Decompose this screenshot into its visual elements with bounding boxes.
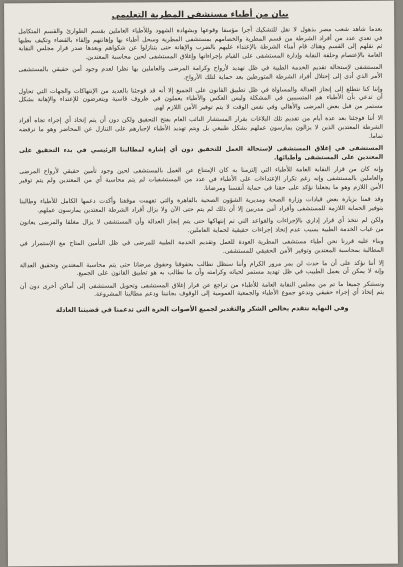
paragraph-3: وإننا كنا نتطلع إلى إنجاز العدالة والمساواة في ظل تطبيق القانون على الجميع إلا أنه قد فوجئنا بالعديد من الإنتهاكات والجهات التي تحاول أن تدعي بأن الأطباء هم المتسببين في المشكلة وليس العكس والأطباء يعملون في ظروف قاسية ويتعرضون للإعتداء والإهانة بشكل مستمر من قبل بعض المرضى والأهالي وفي نفس الوقت لا يتم توفير الأمن اللازم لهم. xyxy=(18,85,383,112)
closing-line: وفي النهاية نتقدم بخالص الشكر والتقدير لجميع الأصوات الحرة التي تدعمنا في قضيتنا العادلة xyxy=(55,304,349,315)
paragraph-7: وقد قمنا بزيارة بعض قيادات وزارة الصحة ومديرية الشؤون الصحية بالقاهرة والتي تفهمت موقفنا وأكدت دعمها الكامل للأطباء وطالبنا بتوفير الحماية اللازمة للمستشفى وأفراد أمن مدربين إلا أن ذلك لم يتم حتى الآن ولا يزال أفراد الشرطة المعتدين يمارسون عملهم. xyxy=(19,195,384,214)
document-title: بيان من أطباء مستشفى المطرية التعليمي xyxy=(111,9,289,21)
paragraph-10: إلا أننا نؤكد على أن ما حدث لن يمر مرور الكرام وأننا سنظل نطالب بحقوقنا وحقوق مرضانا حتى يتم محاسبة المعتدين وتحقيق العدالة وإنه لا يمكن أن يعمل الطبيب في ظل تهديد مستمر لحياته وكرامته وأن ما نطالب به هو تطبيق القانون على الجميع. xyxy=(19,259,384,278)
paragraph-9: وبناء عليه قررنا نحن أطباء مستشفى المطرية العودة للعمل وتقديم الخدمة الطبية للمرضى في ظل التأمين المتاح مع الإستمرار في المطالبة بمحاسبة المعتدين وتوفير الأمن الحقيقي للمستشفى. xyxy=(19,238,384,255)
paragraph-11: ونستنكر جميعا ما تم من مجلس النقابة العامة للأطباء من تراجع عن قرار إغلاق المستشفى وتحويل المستشفى إلى أماكن أخرى دون أن يتم إتخاذ أي إجراء حقيقي وندعو جموع الأطباء والجمعية العمومية إلى الوقوف بجانبنا ودعم مطالبنا المشروعة. xyxy=(19,280,385,299)
paragraph-4: الا أننا فوجئنا بعد عدة أيام من تقديم تلك البلاغات بقرار المستشار النائب العام بفتح التحقيق ولكن دون أن يتم إتخاذ أي إجراء تجاه أفراد الشرطة المعتدين الذين لا يزالون يمارسون عملهم بشكل طبيعي بل ويتم تهديد الأطباء لإجبارهم على التنازل عن المحاضر وهو ما نرفضه تماما. xyxy=(18,115,383,140)
paragraph-1: بعدما شاهد شعب مصر بذهول لا نقل للتشكيك أجرا مؤسفا وقوعها وبشهادة الشهود وللأطباء العاملين بقسم الطوارئ والقسم المتكامل في تعدي عدد من أفراد الشرطة من قسم المطرية والخصامهم بمستشفى المطرية وسحل أطباء بها وإهانتهم وإلقاء بالقضاء وتكيف بطبها ثم نقلهم إلى القسم وهناك قام أمناء الشرطة بالإعتداء عليهم بالضرب والإهانة حتى يتنازلوا عن شكواهم وبعدها صدر قرار مجلس النقابة العامة بالإعتصام وحلقة النقابة وإدارة المستشفى على القيام بإجراءاتها وإغلاق المستشفى لحين محاسبة المعتدين. xyxy=(18,25,383,61)
document-page xyxy=(4,1,398,567)
paragraph-2: المستشفى لإستحالة تقديم الخدمة الطبية في ظل تهديد لأرواح وكرامة المرضى والعاملين بها نظرا لعدم وجود أمن حقيقي بالمستشفى الأمر الذي أدى إلى إحتلال أفراد الشرطة المتورطين بعد حماية لتلك الأرواح. xyxy=(18,64,383,82)
document-content xyxy=(18,9,386,561)
paragraph-5-bold: المستشفى في إغلاق المستشفى لإستحالة العمل للتحقيق دون أي إشارة لمطالبنا الرئيسي في بدء التحقيق على المعتدين على المستشفى وأطبائها. xyxy=(19,144,384,162)
paragraph-6: وإنه كان من قرار النقابة العامة للأطباء التي إلتزمنا به كان الإمتناع عن العمل بالمستشفى لحين وجود تأمين حقيقي لأرواح المرضى والعاملين بالمستشفى وإنه رغم تكرار الإعتداءات على الأطباء في عدد من المستشفيات لم يتم محاسبة أي من المعتدين ولم يتم توفير الأمن اللازم وهو ما يجعلنا نؤكد على حقنا في حماية أنفسنا ومرضانا. xyxy=(19,166,384,192)
paragraph-8: ولكن لم نتخذ أي قرار إداري بالإجراءات والقواعد التي تم إنتهاكها حتى يتم إنجاز العدالة وأن المستشفى لا يزال مغلقا والمرضى يعانون من غياب الخدمة الطبية بسبب عدم إتخاذ إجراءات حقيقية لحماية العاملين. xyxy=(19,217,384,234)
